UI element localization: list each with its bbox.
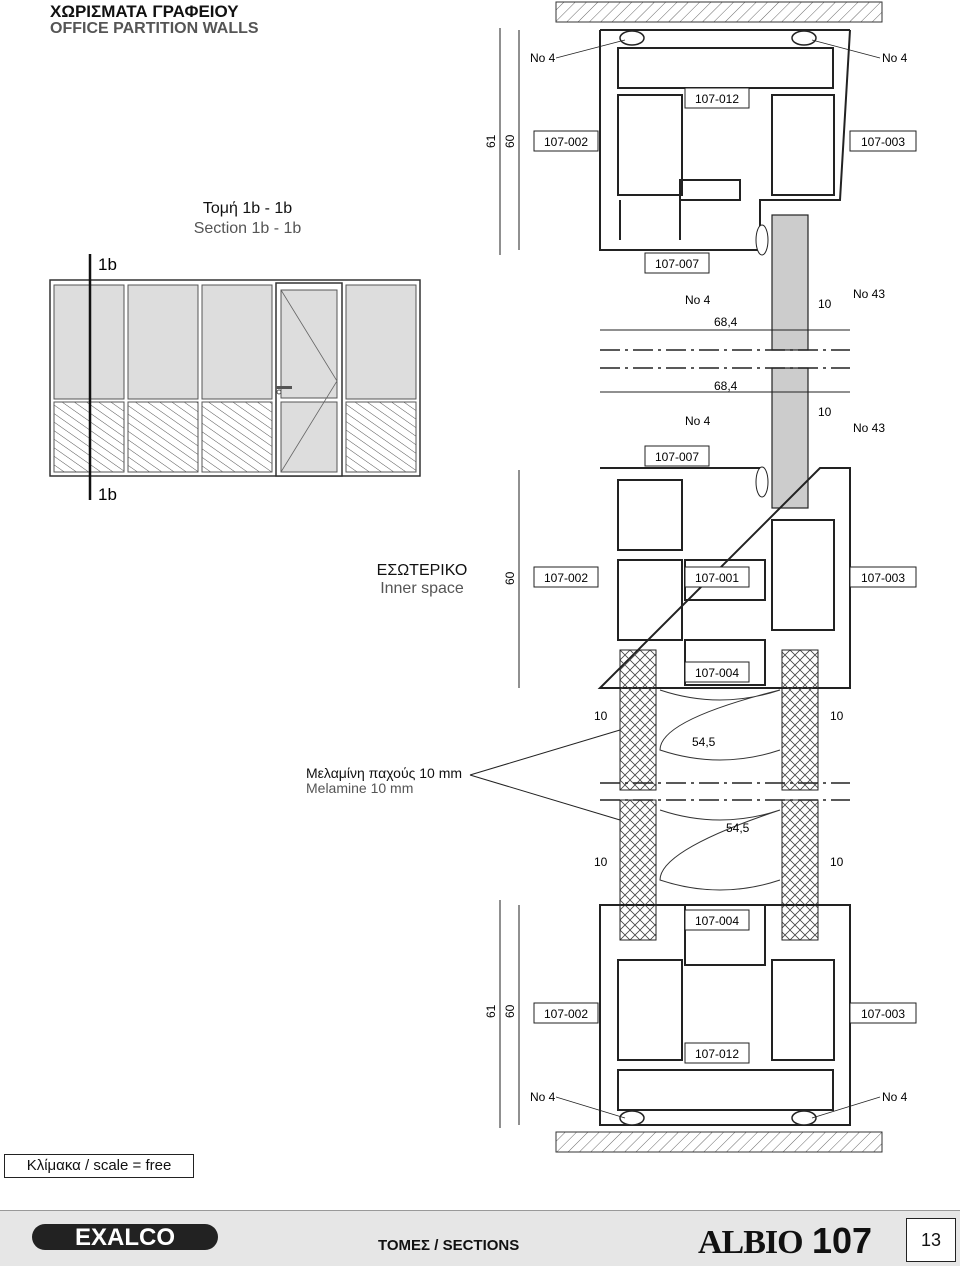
inner-space-greek: ΕΣΩΤΕΡΙΚΟ [376, 562, 468, 579]
dim-61-bottom: 61 [484, 1004, 498, 1018]
gasket-no4-bottom-left: No 4 [530, 1090, 556, 1104]
code-labels [534, 88, 916, 1063]
glass-pane-bottom [772, 368, 808, 508]
code-107-001: 107-001 [694, 571, 740, 585]
code-107-003-bottom: 107-003 [860, 1007, 906, 1021]
gasket-no4-glass-bottom: No 4 [685, 414, 711, 428]
code-107-012-bottom: 107-012 [694, 1047, 740, 1061]
logo-text: EXALCO [74, 1224, 176, 1251]
brand-name: ALBIO [698, 1224, 803, 1261]
gasket-no4-glass-top: No 4 [685, 293, 711, 307]
code-107-002-bottom: 107-002 [543, 1007, 589, 1021]
dim-61-top: 61 [484, 134, 498, 148]
insulation-top [660, 690, 780, 760]
brand-model: 107 [812, 1220, 873, 1261]
page-number: 13 [906, 1218, 956, 1262]
code-107-002-mid: 107-002 [543, 571, 589, 585]
dim-10-glass-top: 10 [818, 297, 832, 311]
gasket-no4-bottom-right: No 4 [882, 1090, 908, 1104]
melamine-panel-right-bottom [782, 800, 818, 940]
dimension-lines [470, 28, 850, 1128]
code-107-004-bottom: 107-004 [694, 914, 740, 928]
section-mark-bottom: 1b [98, 485, 117, 504]
dim-545-bottom: 54,5 [726, 821, 750, 835]
scale-label: Κλίμακα / scale = free [4, 1154, 194, 1178]
floor-wall [556, 1132, 882, 1152]
melamine-label-english: Melamine 10 mm [306, 780, 414, 796]
footer-title: ΤΟΜΕΣ / SECTIONS [378, 1237, 520, 1254]
dim-10-mel-tl: 10 [594, 709, 608, 723]
gasket-no4-top-right: No 4 [882, 51, 908, 65]
ceiling-wall [556, 2, 882, 22]
dim-60-mid: 60 [503, 571, 517, 585]
dim-684-bottom: 68,4 [714, 379, 738, 393]
code-107-012-top: 107-012 [694, 92, 740, 106]
insulation-bottom [660, 810, 780, 890]
dim-545-top: 54,5 [692, 735, 716, 749]
melamine-panel-left-bottom [620, 800, 656, 940]
code-107-007-top: 107-007 [654, 257, 700, 271]
melamine-label-greek: Μελαμίνη παχούς 10 mm [306, 765, 463, 781]
gasket-no43-top: No 43 [853, 287, 886, 301]
page-title-greek: ΧΩΡΙΣΜΑΤΑ ΓΡΑΦΕΙΟΥ [50, 2, 239, 21]
inner-space-english: Inner space [380, 580, 464, 597]
code-107-004-top: 107-004 [694, 666, 740, 680]
dim-10-glass-bottom: 10 [818, 405, 832, 419]
dim-10-mel-br: 10 [830, 855, 844, 869]
code-107-003-top: 107-003 [860, 135, 906, 149]
dim-684-top: 68,4 [714, 315, 738, 329]
dim-60-top: 60 [503, 134, 517, 148]
section-label-english: Section 1b - 1b [193, 220, 302, 237]
top-profile-107-012 [600, 30, 850, 250]
exalco-logo [30, 1222, 220, 1252]
partition-elevation [50, 254, 420, 500]
code-107-003-mid: 107-003 [860, 571, 906, 585]
dim-10-mel-bl: 10 [594, 855, 608, 869]
dim-60-bottom: 60 [503, 1004, 517, 1018]
melamine-panel-left-top [620, 650, 656, 790]
page-title-english: OFFICE PARTITION WALLS [50, 20, 259, 37]
section-mark-top: 1b [98, 255, 117, 274]
code-107-002-top: 107-002 [543, 135, 589, 149]
door-handle-icon [276, 386, 292, 389]
code-107-007-bottom: 107-007 [654, 450, 700, 464]
dim-10-mel-tr: 10 [830, 709, 844, 723]
gasket-no43-bottom: No 43 [853, 421, 886, 435]
gasket-no4-top-left: No 4 [530, 51, 556, 65]
melamine-panel-right-top [782, 650, 818, 790]
section-label-greek: Τομή 1b - 1b [202, 200, 293, 217]
